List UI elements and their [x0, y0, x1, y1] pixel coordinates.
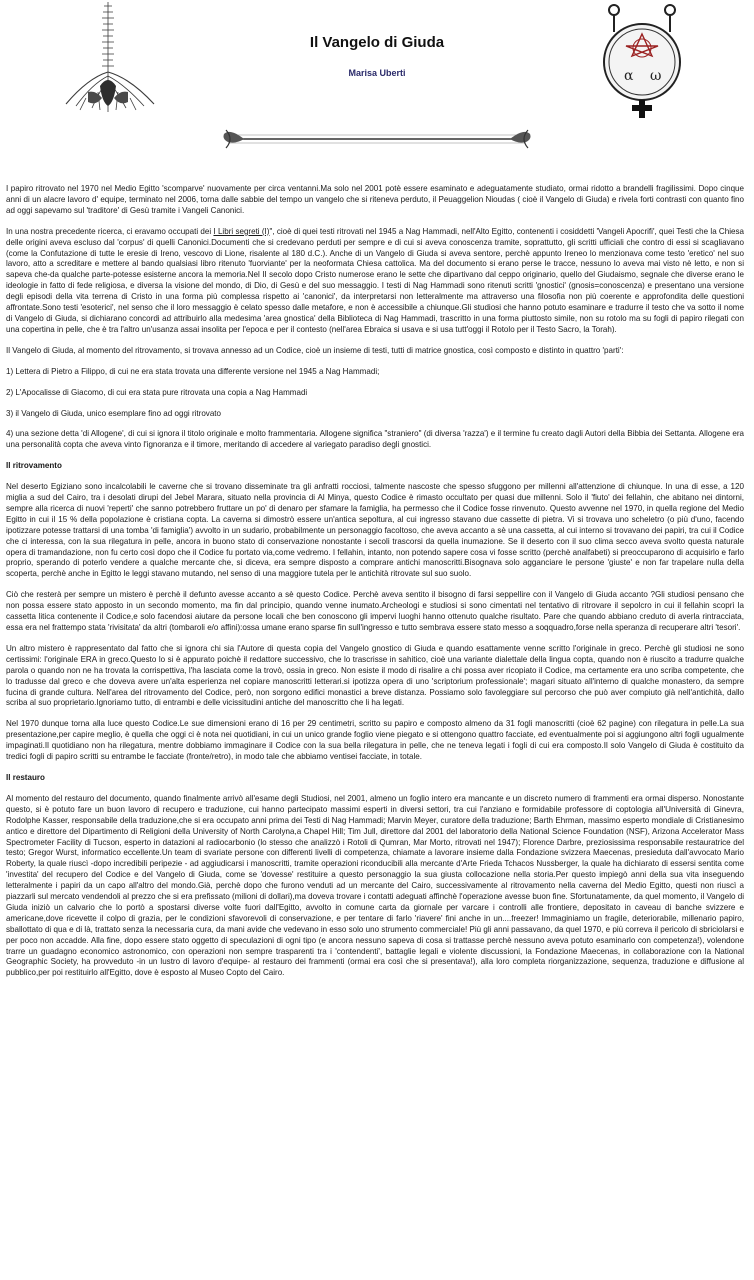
- paragraph-text: In una nostra precedente ricerca, ci eravamo occupati dei: [6, 226, 212, 236]
- libri-segreti-link[interactable]: I Libri segreti (I): [213, 226, 270, 236]
- paragraph-deserto: Nel deserto Egiziano sono incalcolabili le caverne che si trovano disseminate tra gli anfratti rocciosi, talmente nascoste che spesso sfuggono per millenni all'attenzione di chiunque. In una di esse, a 120 miglia a sud del Cairo, tra i desolati dirupi del Jebel Marara, situato nella provincia di Al Minya, questo Codice è rimasto occultato per quasi due millenni. Solo il 'fiuto' dei fellahin, che abitano nei dintorni, sempre alla ricerca di nuovi 'reperti' che sanno potrebbero fruttare un po' di denaro per sfamare la famiglia, ha permesso che il Codice fosse rinvenuto. Questo avvenne nel 1970, in quella regione del Medio Egitto in cui il 15 % della popolazione è cristiana copta. La caverna si dimostrò essere un'antica sepoltura, al cui ingresso stavano due cassette di pietra. Vi si trovava uno scheletro (o più d'uno, facendo ipotizzare potesse trattarsi di una tomba 'di famiglia') avvolto in un sudario, probabilmente un personaggio facoltoso, che aveva accanto a sè una cassetta, al cui interno si trovavano dei papiri, tra cui il Codice che ci interessa, con la sua rilegatura in pelle, ancora in buono stato di conservazione nonostante i secoli trascorsi da quella inumazione. Se il deserto con il suo clima secco aveva svolto questa naturale opera di tramandazione, non fu certo così dopo che il Codice fu portato via,come vedremo. I fellahin, intanto, non potendo sapere cosa vi fosse scritto (perchè analfabeti) si preoccuparono di acquisirlo e farlo proprio, sperando di poterlo vendere a qualche mercante che, si diceva, era sempre disposto a comprare antichi manoscritti.Bisognava solo agganciare le persone 'giuste' e non far trapelare nulla della scoperta, perchè anche in Egitto le leggi stavano mutando, nel senso di una maggiore tutela per le antichità ritrovate sul suo suolo.: [6, 482, 744, 579]
- paragraph-restauro: Al momento del restauro del documento, quando finalmente arrivò all'esame degli Studiosi, nel 2001, almeno un foglio intero era mancante e un discreto numero di frammenti era ormai disperso. Nonostante questo, si è potuto fare un buon lavoro di recupero e traduzione, cui hanno partecipato massimi esperti in diversi settori, tra cui l'anziano e formidabile professore di coptologia all'Università di Ginevra, Rodolphe Kasser, responsabile della traduzione,che si era occupato anni prima dei Testi di Nag Hammadi; Marvin Meyer, curatore della traduzione; Barth Ehrman, massimo esperto mondiale di Cristianesimo antico e direttore del Dipartimento di Religioni della University of North Carolyna,a Chapel Hill; Tim Jull, direttore dal 2001 del laboratorio della National Science Foundation (NSF), Arizona Accelerator Mass Spectrometer Facility di Tucson, esperto in datazioni al radiocarbonio (lo stesso che analizzò i Rotoli di Qumran, Mar Morto, ritrovati nel 1947); Florence Darbre, preziosissima responsabile restauratrice del testo; Gregor Wurst, informatico eccellente.Un team di svariate persone con differenti livelli di competenza, chiamate a lavorare insieme dalla Fondazione svizzera Maecenas, presieduta dall'avvocato Mario Roberty, la quale riuscì -dopo incredibili peripezie - ad aggiudicarsi i manoscritti, tramite operazioni riconducibili alla mercante d'Arte Frieda Tchacos Nussberger, la quale ha dichiarato di essersi sentita come 'investita' del recupero del Codice e del Vangelo di Giuda, come se 'dovesse' restituire a questo personaggio la sua giusta collocazione nella storia.Per questo impiegò anni della sua vita inseguendo letteralmente i papiri da un capo all'altro del mondo.Già, perchè dopo che furono venduti ad un mercante del Cairo, successivamente al ritrovamento nella caverna del Medio Egitto, questi non riuscì a piazzarli sul mercato vendendoli al prezzo che si era prefissato (milioni di dollari),ma doveva trovare i contatti adeguati affinchè l'operazione avesse buon fine. Sfortunatamente, da quel momento, il Vangelo di Giuda iniziò un calvario che lo portò a spostarsi diverse volte fuori dall'Egitto, avvolto in comune carta da giornale per varcare i controlli alle frontiere, depositato in caveau di banche svizzere e americane,dove ricevette il colpo di grazia, per le condizioni sfavorevoli di conservazione, e per tentare di farlo 'riavere' fini anche in un....freezer! Immaginiamo un fragile, deteriorabile, millenario papiro, sballottato di qua e di là, trattato senza la necessaria cura, da mani avide che vedevano in esso solo uno strumento commerciale! Più gli anni passavano, da quel 1970, e più correva il pericolo di sbriciolarsi e per poco non accadde. Alla fine, dopo essere stato oggetto di speculazioni di ogni tipo (e ancora nessuno sapeva di cosa si trattasse perchè nessuno aveva potuto esaminarlo con competenza!), volendone trarre un guadagno economico astronomico, con operazioni non sempre trasparenti tra i 'contendenti', battaglie legali e violente discussioni, la Fondazione Maecenas, in collaborazione con la National Geographic Society, ha provveduto -in un lustro di lavoro d'equipe- al restauro dei frammenti (ormai era così che si presentava!), alla loro completa riorganizzazione, sequenza, traduzione e diffusione al pubblico,per poi restituirlo all'Egitto, dove è esposto al Museo Copto del Cairo.: [6, 793, 744, 978]
- section-heading-restauro: Il restauro: [6, 772, 45, 782]
- paragraph-dimensioni: Nel 1970 dunque torna alla luce questo Codice.Le sue dimensioni erano di 16 per 29 centimetri, scritto su papiro e composto almeno da 31 fogli manoscritti (cioè 62 pagine) con rilegatura in pelle.La sua presentazione,per capire meglio, è quella che oggi ci è nota nei quotidiani, in cui un unico grande foglio viene piegato e si ottengono quattro facciate, ed eventualmente poi si aggiungono altri fogli ugualmente impaginati.Il quotidiano non ha rilegatura, mentre dobbiamo immaginare il Codice con la sua bella rilegatura in pelle, che ne teneva legati i fogli di cui era composto.Il solo Vangelo di Giuda è costituito da tredici fogli di papiro scritti su entrambe le facciate (fronte/retro), in modo tale che abbiamo ventisei facciate, in totale.: [6, 719, 744, 762]
- paragraph-codice: Il Vangelo di Giuda, al momento del ritrovamento, si trovava annesso ad un Codice, cioè un insieme di testi, tutti di matrice gnostica, così composto e distinto in quattro 'parti':: [6, 345, 624, 355]
- header: [0, 0, 754, 122]
- list-item: 3) il Vangelo di Giuda, unico esemplare fino ad oggi ritrovato: [6, 408, 222, 418]
- page-title: Il Vangelo di Giuda: [309, 34, 445, 51]
- feather-art-image: [58, 2, 168, 114]
- paragraph-text: ", cioè di quei testi ritrovati nel 1945 a Nag Hammadi, nell'Alto Egitto, contenenti i cosiddetti 'Vangeli Apocrifi', quei Testi che la Chiesa delle origini aveva escluso dal 'corpus' di quelli Canonici.Documenti che si credevano perduti per sempre e di cui si aveva conoscenza tramite, soprattutto, gli scritti ufficiali che contro di essi si scagliavano (come la Confutazione di tutte le eresie di Ireno, vescovo di Lione, risalente al 180 d.C.). Anche di un Vangelo di Giuda si aveva sentore, perchè appunto Ireneo lo menzionava come testo 'eretico' nel suo lavoro, atto a screditare e mettere al bando qualsiasi libro ritenuto 'fuorviante' per la neoformata Chiesa cattolica. Ma del documento si erano perse le tracce, nessuno lo aveva mai visto nè letto, e non si sapeva che-da qualche parte-potesse esisterne ancora la memoria.Nel II secolo dopo Cristo numerose erano le sette che dipartivano dal ceppo originario, quello del Giudaismo, segnale che diverse erano le ideologie in fatto di fede religiosa, e diversa la visione del mondo, di Dio, di Gesù e del suo messaggio. I testi di Nag Hammadi sono ritenuti scritti 'gnostici' (gnosis=conoscenza) e presentano una versione degli episodi della vita terrena di Cristo in una forma più complessa rispetto ai 'canonici', da interpretarsi non letteralmente ma attraverso una filosofia non più coerente e approfondita delle questioni affrontate.Sono testi 'esoterici', nel senso che il loro messaggio è celato spesso dalle metafore, e non è accessibile a chiunque.Gli studiosi che hanno potuto esaminare e tradurre il testo che va sotto il nome di Vangelo di Giuda, si dichiarano concordi ad attribuirlo alla medesima 'area gnostica' della Biblioteca di Nag Hammadi, trascritto in una forma piuttosto simile, non su rotolo ma su fogli di papiro rilegati con una copertina in pelle, che è tra l'altro un'usanza assai insolita per l'epoca e per il contesto (nell'area Ebraica si usava e si usa tutt'oggi il Rotolo per il Testo Sacro, la Torah).: [6, 226, 744, 334]
- list-item: 1) Lettera di Pietro a Filippo, di cui ne era stata trovata una differente versione nel 1945 a Nag Hammadi;: [6, 366, 380, 376]
- paragraph-mistero: Ciò che resterà per sempre un mistero è perchè il defunto avesse accanto a sè questo Codice. Perchè aveva sentito il bisogno di farsi seppellire con il Vangelo di Giuda accanto ?Gli studiosi pensano che non possa essere stato apposto in un secondo momento, ma fin dal principio, quando venne inumato.Archeologi e studiosi si sono cimentati nel tentativo di ritrovare il sepolcro in cui il fellahin scoprì la cassetta litica contenente il Codice,e solo facendosi aiutare da persone locali che ben conoscono gli impervi luoghi hanno ottenuto qualche risultato. Pare che quando abbiano creduto di averla rintracciata, essa era nel frattempo stata 'rivisitata' da altri (tombaroli e/o affini):ossa umane erano sparse fin sull'ingresso e tutto sembrava essere stato messo a soqquadro,forse nella speranza di recuperare altri 'tesori'.: [6, 590, 744, 632]
- list-item: 2) L'Apocalisse di Giacomo, di cui era stata pure ritrovata una copia a Nag Hammadi: [6, 387, 308, 397]
- paragraph-nag-hammadi: [6, 227, 744, 336]
- author-name: Marisa Uberti: [348, 68, 406, 78]
- paragraph-intro: I papiro ritrovato nel 1970 nel Medio Egitto 'scomparve' nuovamente per circa ventanni.Ma solo nel 2001 potè essere esaminato e adeguatamente studiato, ormai ridotto a brandelli fragilissimi. Dopo cinque anni di un alacre lavoro d' equipe, terminato nel 2006, torna dalle sabbie del tempo un vangelo che si riteneva perduto, il Peuaggelion Nioudas ( cioè il Vangelo di Giuda) e rivela forti contrasti con quanto fino ad oggi sapevamo sul 'traditore' di Gesù tramite i Vangeli Canonici.: [6, 184, 744, 215]
- paragraph-autore: Un altro mistero è rappresentato dal fatto che si ignora chi sia l'Autore di questa copia del Vangelo gnostico di Giuda e quando esattamente venne scritto l'originale in greco. Perchè gli studiosi ne sono certissimi: l'originale ERA in greco.Questo lo si è appurato poichè il redattore successivo, che lo trascrisse in sahitico, cioè una variante dialettale della lingua copta, quando non è riuscito a tradurre qualche parola o quando non ne ha trovata la corrispettiva, l'ha lasciata come la trovò, ossia in greco. Non esiste il modo di risalire a chi possa aver ricopiato il Codice, ma certamente era uno scriba competente, che lo tradusse dal greco e che doveva avere un'alta esperienza nel copiare manoscritti letterari.si ipotizza opera di uno 'scriptorium professionale'; magari situato all'interno di qualche monastero, da sempre fucina di grande cultura. Nell'area del ritrovamento del Codice, però, non sorgono edifici monastici a breve distanza. Possiamo solo favoleggiare sul percorso che può aver compiuto già nell'antichità, dallo scriba al suo proprietario.Ignoriamo tutto, di entrambi e delle vicissitudini antiche del manoscritto che li ha legati.: [6, 643, 744, 708]
- section-heading-ritrovamento: Il ritrovamento: [6, 461, 62, 471]
- list-item: 4) una sezione detta 'di Allogene', di cui si ignora il titolo originale e molto frammentaria. Allogene significa "straniero" (di diversa 'razza') e il termine fu creato dagli Autori della Bibbia dei Settanta. Allogene era una personalità copta che aveva vinto l'ignoranza e il timore, meritando di accedere al variegato paradiso degli gnostici.: [6, 429, 744, 450]
- alpha-omega-pentacle-logo: [600, 2, 684, 118]
- svg-text:ω: ω: [650, 68, 662, 84]
- article-body: [6, 184, 744, 989]
- ornamental-divider: [222, 126, 532, 152]
- svg-text:α: α: [624, 68, 634, 84]
